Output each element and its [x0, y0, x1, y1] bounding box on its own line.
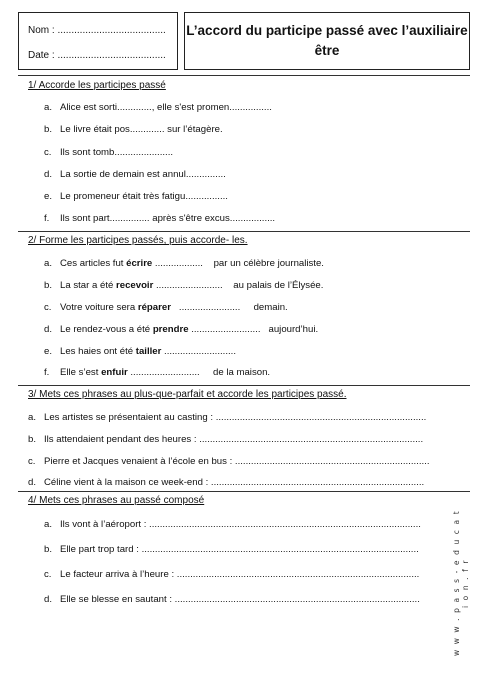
exercise-3d: d. Céline vient à la maison ce week-end : ................................................................................ — [28, 477, 425, 488]
exercise-3b: b. Ils attendaient pendant des heures : .................................................................................... — [28, 434, 424, 445]
verb: réparer — [137, 302, 171, 313]
divider — [18, 491, 470, 492]
date-field[interactable]: Date : ....................................... — [28, 50, 166, 61]
site-watermark: w w w . p a s s - e d u c a t i o n . f r — [452, 509, 470, 657]
divider — [18, 231, 470, 232]
exercise-4a: a. Ils vont à l’aéroport : ...................................................................................................... — [44, 519, 421, 530]
exercise-4c: c. Le facteur arriva à l’heure : ........................................................................................... — [44, 569, 420, 580]
verb: prendre — [152, 324, 189, 335]
section-3-heading: 3/ Mets ces phrases au plus-que-parfait et accorde les participes passé. — [28, 389, 347, 400]
title-line-1: L’accord du participe passé avec l’auxiliaire — [186, 23, 468, 38]
verb: écrire — [126, 258, 153, 269]
title-line-2: être — [314, 43, 340, 58]
exercise-2e: e. Les haies ont été tailler ........................... — [44, 346, 236, 357]
verb: tailler — [135, 346, 162, 357]
section-2-heading: 2/ Forme les participes passés, puis accorde- les. — [28, 235, 248, 246]
verb: enfuir — [101, 367, 128, 378]
exercise-1d: d. La sortie de demain est annul............... — [44, 169, 226, 180]
section-1-heading: 1/ Accorde les participes passé — [28, 80, 166, 91]
exercise-2c: c. Votre voiture sera réparer ....................... demain. — [44, 302, 288, 313]
exercise-2d: d. Le rendez-vous a été prendre .......................... aujourd’hui. — [44, 324, 319, 335]
student-info-box — [18, 12, 178, 70]
exercise-3a: a. Les artistes se présentaient au casting : ............................................................................... — [28, 412, 427, 423]
exercise-4d: d. Elle se blesse en sautant : ............................................................................................ — [44, 594, 420, 605]
exercise-1c: c. Ils sont tomb...................... — [44, 147, 174, 158]
verb: recevoir — [116, 280, 154, 291]
exercise-3c: c. Pierre et Jacques venaient à l’école en bus : ......................................................................... — [28, 456, 430, 467]
exercise-1b: b. Le livre était pos............. sur l’étagère. — [44, 124, 223, 135]
exercise-1a: a. Alice est sorti............., elle s'est promen................ — [44, 102, 272, 113]
exercise-2a: a. Ces articles fut écrire .................. par un célèbre journaliste. — [44, 258, 324, 269]
exercise-2b: b. La star a été recevoir ......................... au palais de l’Élysée. — [44, 280, 324, 291]
exercise-1e: e. Le promeneur était très fatigu................ — [44, 191, 228, 202]
name-field[interactable]: Nom : ....................................... — [28, 25, 166, 36]
exercise-4b: b. Elle part trop tard : ........................................................................................................ — [44, 544, 419, 555]
title-box — [184, 12, 470, 70]
page-title — [185, 21, 469, 61]
divider — [18, 385, 470, 386]
divider — [18, 75, 470, 76]
section-4-heading: 4/ Mets ces phrases au passé composé — [28, 495, 205, 506]
exercise-1f: f. Ils sont part............... après s'être excus................. — [44, 213, 276, 224]
exercise-2f: f. Elle s’est enfuir .......................... de la maison. — [44, 367, 271, 378]
